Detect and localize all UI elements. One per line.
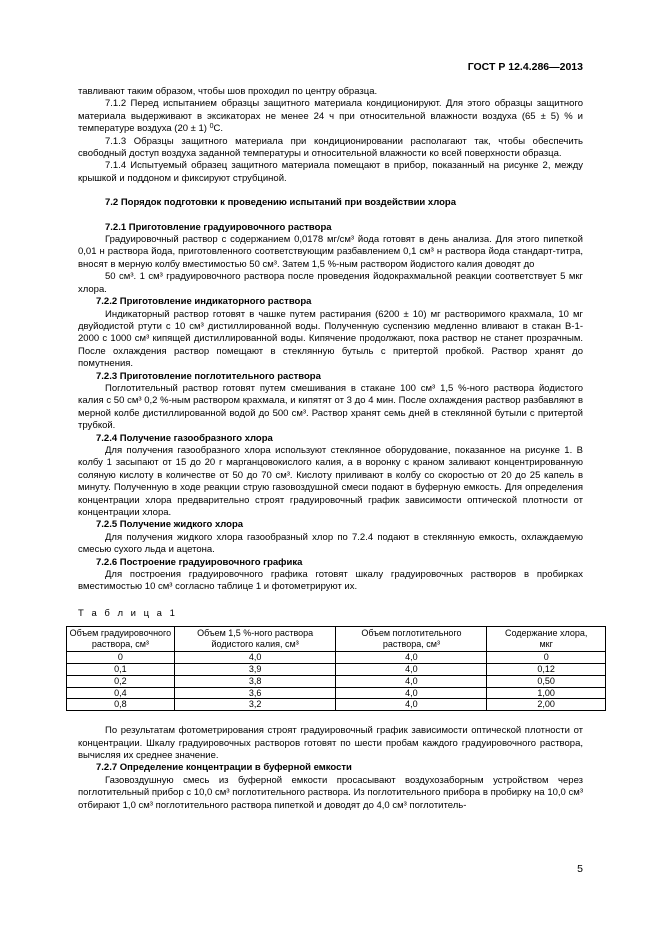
paragraph: Градуировочный раствор с содержанием 0,0178 мг/см³ йода готовят в день анализа. Для этого пипеткой 0,01 н раствора йода, приготовленного соответствующим разбавлением 0,1 см³ н раствора йода стандарт-титра, вносят в мерную колбу вместимостью 50 см³. Затем 1,5 %-ным раствором йодистого калия доводят до	[78, 234, 583, 270]
paragraph: Для получения жидкого хлора газообразный хлор по 7.2.4 подают в стеклянную емкость, охлаждаемую смесью сухого льда и ацетона.	[78, 531, 583, 556]
table-header-cell: Содержание хлора, мкг	[487, 627, 606, 652]
table-cell: 0	[67, 652, 175, 664]
table-cell: 2,00	[487, 699, 606, 711]
document-header: ГОСТ Р 12.4.286—2013	[467, 61, 583, 73]
subsection-heading: 7.2.5 Получение жидкого хлора	[96, 519, 244, 531]
table-header-row	[67, 627, 606, 652]
table-header-cell: Объем поглотительного раствора, см³	[336, 627, 487, 652]
table-row	[67, 675, 606, 687]
table-cell: 0,50	[487, 675, 606, 687]
table-header-cell: Объем градуировочного раствора, см³	[67, 627, 175, 652]
subsection-heading: 7.2.6 Построение градуировочного графика	[96, 556, 303, 568]
table-cell: 0,12	[487, 664, 606, 676]
paragraph: Для построения градуировочного графика готовят шкалу градуировочных растворов в пробирках вместимостью 10 см³ согласно таблице 1 и фотометрируют их.	[78, 569, 583, 593]
table-cell: 0,1	[67, 664, 175, 676]
subsection-heading: 7.2.2 Приготовление индикаторного раствора	[96, 296, 312, 308]
table-cell: 0,2	[67, 675, 175, 687]
table-cell: 4,0	[336, 675, 487, 687]
subsection-heading: 7.2.7 Определение концентрации в буферной емкости	[96, 762, 352, 774]
table-cell: 3,6	[174, 687, 336, 699]
calibration-table	[66, 626, 606, 711]
paragraph: По результатам фотометрирования строят градуировочный график зависимости оптической плотности от концентрации. Шкалу градуировочных растворов готовят по шести пробам каждого градуировочного раствора, вычисляя их среднее значение.	[78, 725, 583, 762]
paragraph: 7.1.3 Образцы защитного материала при кондиционировании располагают так, чтобы обеспечить свободный доступ воздуха заданной температуры и относительной влажности ко всей поверхности образца.	[78, 135, 583, 160]
paragraph: 7.1.4 Испытуемый образец защитного материала помещают в прибор, показанный на рисунке 2, между крышкой и поддоном и фиксируют струбциной.	[78, 160, 583, 184]
paragraph: Для получения газообразного хлора используют стеклянное оборудование, показанное на рисунке 1. В колбу 1 засыпают от 15 до 20 г марганцовокислого калия, а в воронку с краном заливают концентрированную соляную кислоту в количестве от 50 до 70 см³. Кислоту приливают в колбу со скоростью от 20 до 25 капель в минуту. Полученную в ходе реакции струю газовоздушной смеси подают в буферную емкость. Для определения концентрации хлора предварительно строят градуировочный график зависимости оптической плотности от концентрации хлора.	[78, 444, 583, 518]
subsection-heading: 7.2.4 Получение газообразного хлора	[96, 432, 273, 444]
subsection-heading: 7.2.1 Приготовление градуировочного раствора	[105, 221, 332, 233]
table-cell: 0,4	[67, 687, 175, 699]
table-cell: 4,0	[336, 664, 487, 676]
paragraph: Индикаторный раствор готовят в чашке путем растирания (6200 ± 10) мг растворимого крахмала, 10 мг двуйодистой ртути с 10 см³ дистиллированной воды. Полученную суспензию медленно вливают в стакан В-1-2000 с 1000 см³ кипящей дистиллированной воды. Кипячение продолжают, пока раствор не станет прозрачным. После охлаждения раствор помещают в стеклянную бутыль с притертой пробкой. Раствор хранят до помутнения.	[78, 308, 583, 370]
subsection-heading: 7.2.3 Приготовление поглотительного раствора	[96, 370, 321, 382]
paragraph: Поглотительный раствор готовят путем смешивания в стакане 100 см³ 1,5 %-ного раствора йодистого калия с 50 см³ 0,2 %-ным раствором крахмала, и кипятят от 3 до 4 мин. После охлаждения раствор разбавляют в мерной колбе дистиллированной водой до 500 см³. Раствор хранят семь дней в стеклянной бутыли с притертой трубкой.	[78, 382, 583, 432]
document-body	[69, 86, 588, 812]
table-cell: 4,0	[336, 687, 487, 699]
table-row	[67, 699, 606, 711]
paragraph: 7.1.2 Перед испытанием образцы защитного материала кондиционируют. Для этого образцы защитного материала выдерживают в эксикаторах не менее 24 ч при относительной влажности воздуха (65 ± 5) % и температуре воздуха (20 ± 1) $^0$С.	[78, 98, 583, 135]
table-cell: 4,0	[336, 699, 487, 711]
paragraph: 50 см³. 1 см³ градуировочного раствора после проведения йодокрахмальной реакции соответствует 5 мкг хлора.	[78, 271, 583, 295]
table-cell: 0,8	[67, 699, 175, 711]
table-cell: 3,9	[174, 664, 336, 676]
section-heading: 7.2 Порядок подготовки к проведению испытаний при воздействии хлора	[105, 197, 456, 209]
page-number: 5	[577, 863, 583, 875]
table-row	[67, 652, 606, 664]
table-cell: 1,00	[487, 687, 606, 699]
paragraph: Газовоздушную смесь из буферной емкости просасывают воздухозаборным устройством через поглотительный прибор с 10,0 см³ поглотительного раствора. Из поглотительного прибора в пробирку на 10,0 см³ отбирают 1,0 см³ поглотительного раствора пипеткой и доводят до 4,0 см³ поглотитель-	[78, 774, 583, 811]
table-row	[67, 687, 606, 699]
table-row	[67, 664, 606, 676]
table-cell: 0	[487, 652, 606, 664]
table-cell: 4,0	[336, 652, 487, 664]
table-caption: Т а б л и ц а 1	[78, 607, 178, 619]
table-header-cell: Объем 1,5 %-ного раствора йодистого калия, см³	[174, 627, 336, 652]
table-cell: 3,8	[174, 675, 336, 687]
table-cell: 4,0	[174, 652, 336, 664]
table-cell: 3,2	[174, 699, 336, 711]
paragraph: тавливают таким образом, чтобы шов проходил по центру образца.	[78, 86, 378, 97]
